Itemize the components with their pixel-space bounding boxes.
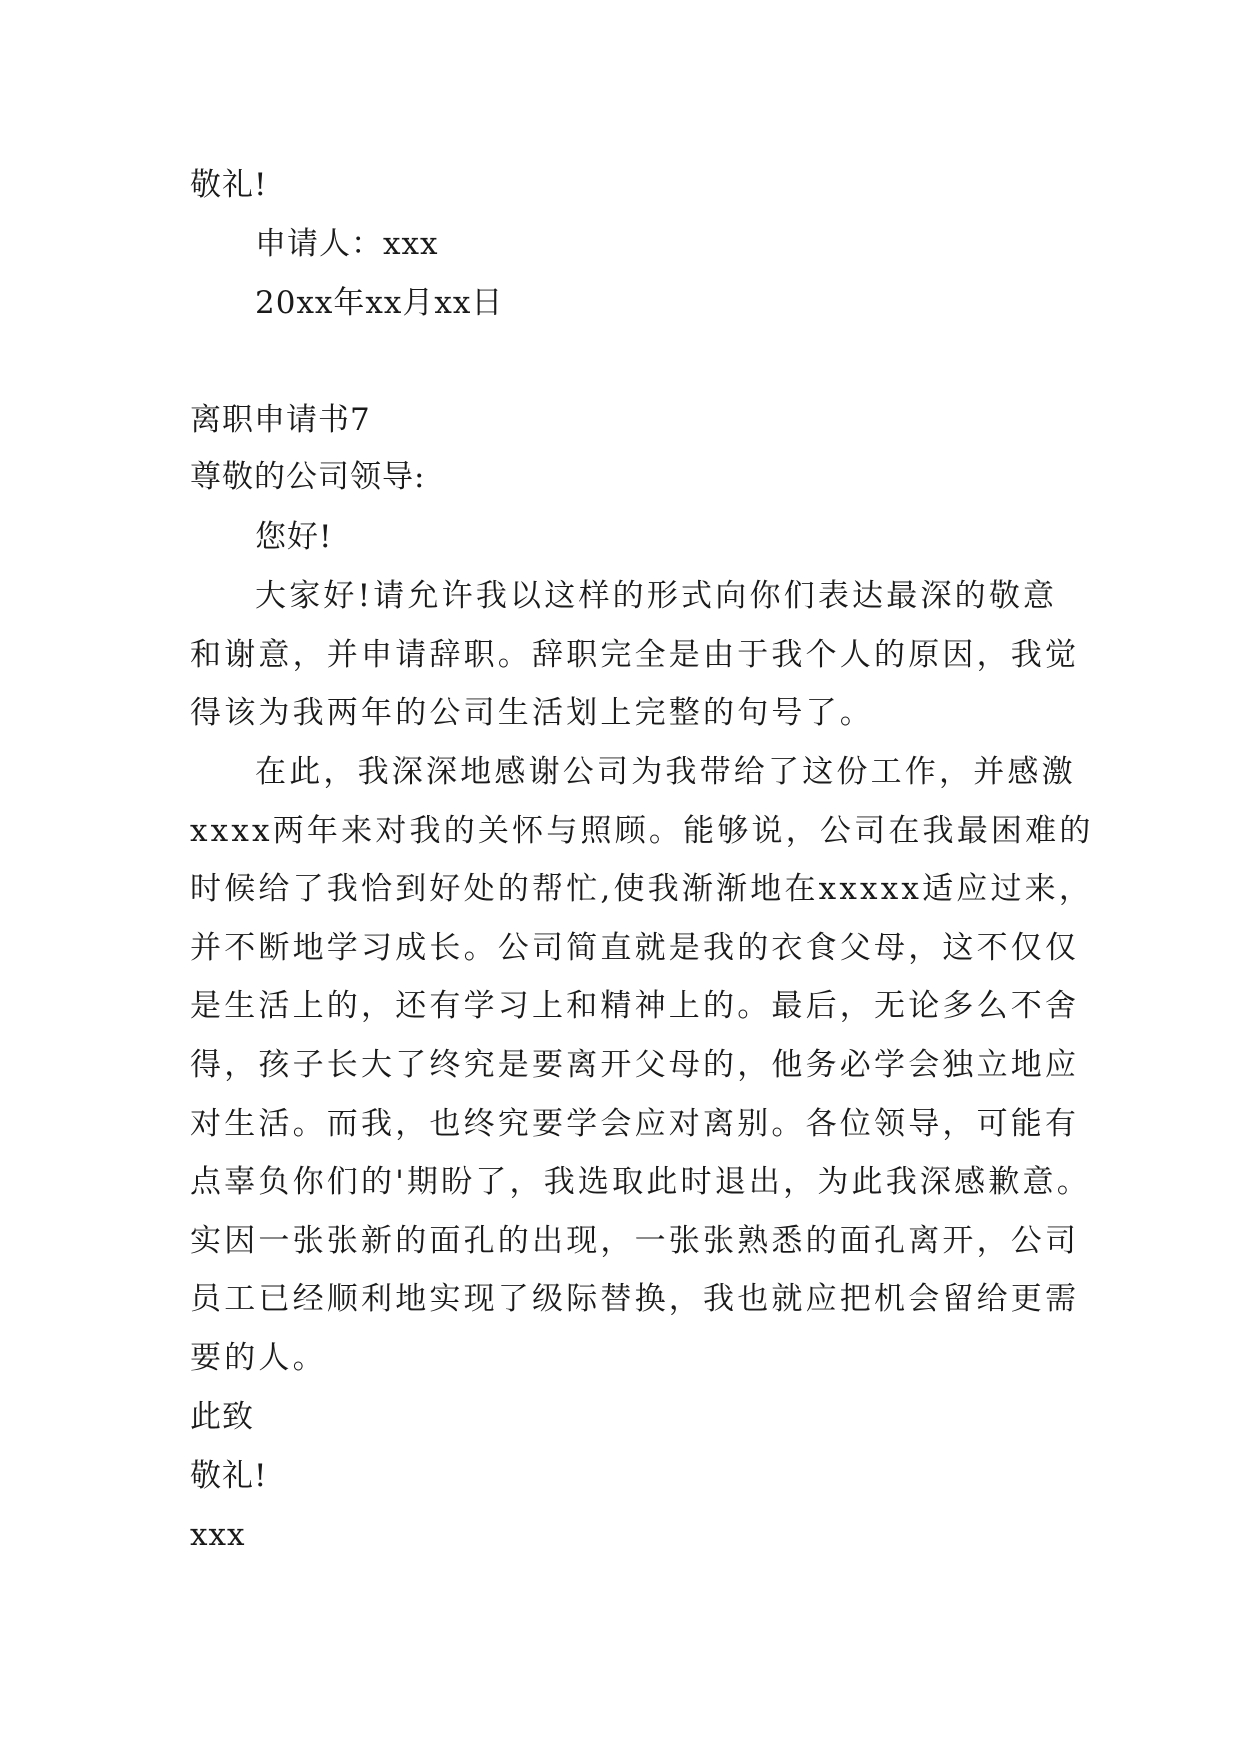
- paragraph1-line: 大家好!请允许我以这样的形式向你们表达最深的敬意: [255, 578, 1058, 614]
- paragraph2-line: 是生活上的，还有学习上和精神上的。最后，无论多么不舍: [190, 988, 1080, 1024]
- paragraph1-line: 得该为我两年的公司生活划上完整的句号了。: [190, 695, 874, 731]
- paragraph2-line: 员工已经顺利地实现了级际替换，我也就应把机会留给更需: [190, 1281, 1080, 1317]
- applicant-line: 申请人：xxx: [255, 226, 439, 262]
- paragraph1-line: 和谢意，并申请辞职。辞职完全是由于我个人的原因，我觉: [190, 637, 1080, 673]
- paragraph2-line: 要的人。: [190, 1340, 327, 1376]
- closing-salute: 敬礼!: [190, 167, 268, 203]
- paragraph2-line: 对生活。而我，也终究要学会应对离别。各位领导，可能有: [190, 1106, 1080, 1142]
- salutation: 尊敬的公司领导:: [190, 459, 426, 495]
- paragraph2-line: xxxx两年来对我的关怀与照顾。能够说，公司在我最困难的: [190, 813, 1094, 849]
- signature: xxx: [190, 1517, 246, 1553]
- paragraph2-line: 在此，我深深地感谢公司为我带给了这份工作，并感激: [255, 754, 1076, 790]
- date-line: 20xx年xx月xx日: [255, 285, 504, 321]
- paragraph2-line: 时候给了我恰到好处的帮忙,使我渐渐地在xxxxx适应过来，: [190, 871, 1094, 907]
- paragraph2-line: 得，孩子长大了终究是要离开父母的，他务必学会独立地应: [190, 1047, 1080, 1083]
- paragraph2-line: 并不断地学习成长。公司简直就是我的衣食父母，这不仅仅: [190, 930, 1080, 966]
- greeting: 您好!: [255, 519, 333, 555]
- letter-title: 离职申请书7: [190, 402, 371, 438]
- closing-line-1: 此致: [190, 1399, 254, 1435]
- closing-line-2: 敬礼!: [190, 1458, 268, 1494]
- paragraph2-line: 实因一张张新的面孔的出现，一张张熟悉的面孔离开，公司: [190, 1223, 1080, 1259]
- paragraph2-line: 点辜负你们的'期盼了，我选取此时退出，为此我深感歉意。: [190, 1164, 1091, 1200]
